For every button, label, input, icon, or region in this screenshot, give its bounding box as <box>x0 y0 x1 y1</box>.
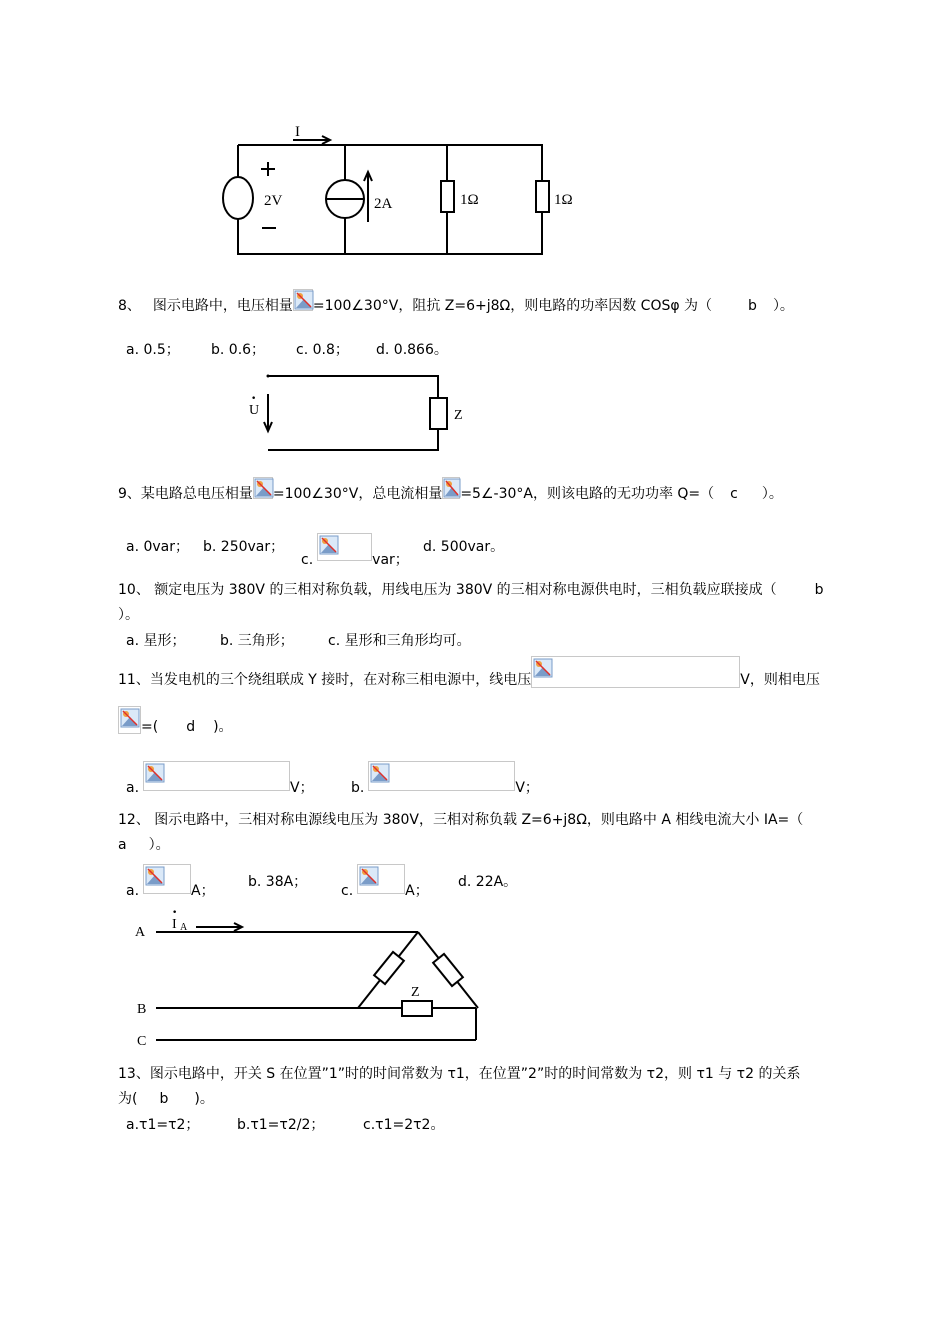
q12-option-c-unit: A； <box>405 883 429 899</box>
q13-answer: b <box>159 1091 169 1107</box>
circuit-figure-1 <box>0 0 950 270</box>
q8-option-d: d. 0.866。 <box>376 342 448 358</box>
q9-answer: c <box>730 486 738 502</box>
q10-text-1: 10、 额定电压为 380V 的三相对称负载，用线电压为 380V 的三相对称电源供电时，三相负载应联接成（ <box>118 582 777 598</box>
q9-text-3: =5∠-30°A，则该电路的无功功率 Q=（ <box>460 486 715 502</box>
q8-option-c: c. 0.8； <box>296 342 349 358</box>
resistor-2-label: 1Ω <box>554 192 573 208</box>
q8-option-b: b. 0.6； <box>211 342 266 358</box>
formula-image-icon <box>368 761 515 791</box>
question-9 <box>118 484 783 504</box>
q11-option-b-label: b. <box>351 780 365 796</box>
q9-option-a: a. 0var； <box>126 539 190 555</box>
q13-option-c: c.τ1=2τ2。 <box>363 1117 445 1133</box>
phasor-image-icon <box>253 477 273 499</box>
q11-text-2: V，则相电压 <box>740 672 820 688</box>
q11-option-a-label: a. <box>126 780 140 796</box>
q12-answer: a <box>118 837 127 853</box>
resistor-1-label: 1Ω <box>460 192 479 208</box>
question-8 <box>118 296 794 316</box>
formula-image-icon <box>317 533 372 561</box>
current-source-label: 2A <box>374 196 393 212</box>
q8-text-3: ）。 <box>772 298 794 314</box>
q11-answer: d <box>186 719 196 735</box>
q12-option-c <box>341 857 429 901</box>
voltage-dot: · <box>251 390 257 407</box>
q9-option-c <box>301 524 409 570</box>
q11-line-2 <box>118 703 233 737</box>
question-11 <box>118 654 820 690</box>
q10-option-a: a. 星形； <box>126 633 186 649</box>
q12-text-1: 12、 图示电路中，三相对称电源线电压为 380V，三相对称负载 Z=6+j8Ω，则电路中 A 相线电流大小 IA=（ <box>118 812 804 828</box>
phase-c-label: C <box>137 1034 147 1049</box>
phasor-image-icon <box>118 706 141 734</box>
q11-option-a-unit: V； <box>290 780 314 796</box>
q11-option-b <box>351 754 539 798</box>
phase-a-label: A <box>135 925 146 940</box>
q8-answer: b <box>748 298 757 314</box>
q9-option-c-unit: var； <box>372 552 409 568</box>
q11-text-4: )。 <box>213 719 233 735</box>
q12-option-a-label: a. <box>126 883 140 899</box>
formula-image-icon <box>531 656 740 688</box>
q8-number: 8、 <box>118 298 141 314</box>
q13-text-2: 为( <box>118 1091 138 1107</box>
q13-option-a: a.τ1=τ2； <box>126 1117 200 1133</box>
q9-text-4: ）。 <box>761 486 783 502</box>
voltage-label: 2V <box>264 193 283 209</box>
q11-option-b-unit: V； <box>515 780 539 796</box>
q8-text-1: 图示电路中，电压相量 <box>152 298 293 314</box>
current-ia-subscript: A <box>180 922 188 933</box>
formula-image-icon <box>143 761 290 791</box>
q9-text-1: 9、某电路总电压相量 <box>118 486 253 502</box>
phasor-image-icon <box>442 477 460 499</box>
q8-text-2: =100∠30°V，阻抗 Z=6+j8Ω，则电路的功率因数 COSφ 为（ <box>312 298 713 314</box>
phasor-image-icon <box>293 289 313 311</box>
question-10 <box>118 580 824 600</box>
q13-option-b: b.τ1=τ2/2； <box>237 1117 325 1133</box>
impedance-z-label: Z <box>454 408 463 423</box>
current-ia-label: I <box>172 917 177 932</box>
q13-text-1: 13、图示电路中，开关 S 在位置”1”时的时间常数为 τ1，在位置”2”时的时间常数为 τ2，则 τ1 与 τ2 的关系 <box>118 1066 801 1082</box>
q13-text-3: )。 <box>194 1091 214 1107</box>
q10-answer: b <box>814 582 824 598</box>
current-ia-dot: · <box>172 904 178 921</box>
current-label: I <box>295 124 300 140</box>
circuit-figure-2 <box>0 370 950 460</box>
q11-text-3: =( <box>141 719 159 735</box>
q12-option-a <box>126 857 215 901</box>
formula-image-icon <box>143 864 191 894</box>
q10-option-c: c. 星形和三角形均可。 <box>328 633 471 649</box>
q9-option-b: b. 250var； <box>203 539 285 555</box>
q11-text-1: 11、当发电机的三个绕组联成 Y 接时，在对称三相电源中，线电压 <box>118 672 532 688</box>
voltage-u-label: U <box>249 403 260 418</box>
q12-option-b: b. 38A； <box>248 874 308 890</box>
load-z-label: Z <box>411 985 420 1000</box>
q10-option-b: b. 三角形； <box>220 633 294 649</box>
q12-option-c-label: c. <box>341 883 354 899</box>
phase-b-label: B <box>137 1002 147 1017</box>
q12-option-a-unit: A； <box>191 883 215 899</box>
circuit-figure-3 <box>0 900 950 1050</box>
question-12 <box>118 810 803 830</box>
q13-line-2 <box>118 1089 214 1109</box>
q12-line-2 <box>118 835 170 855</box>
q9-option-c-label: c. <box>301 552 314 568</box>
q9-text-2: =100∠30°V，总电流相量 <box>272 486 443 502</box>
q9-option-d: d. 500var。 <box>423 539 505 555</box>
q12-option-d: d. 22A。 <box>458 874 518 890</box>
q10-text-2: ）。 <box>118 607 139 623</box>
q11-option-a <box>126 754 314 798</box>
q8-option-a: a. 0.5； <box>126 342 180 358</box>
formula-image-icon <box>357 864 405 894</box>
q12-text-2: ）。 <box>148 837 170 853</box>
